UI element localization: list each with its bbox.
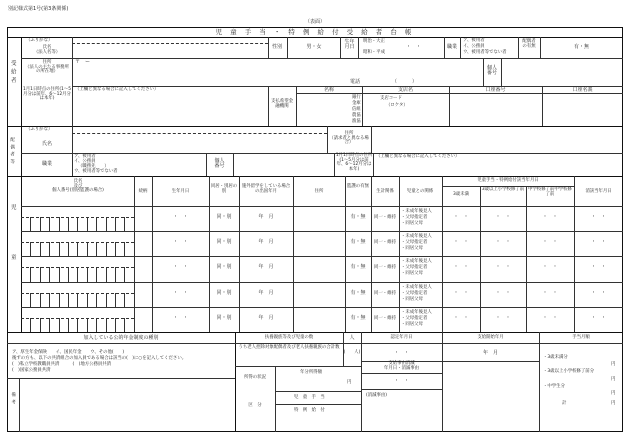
child-col-address: 住所 xyxy=(314,189,324,194)
child-cohab[interactable]: 同・別 xyxy=(216,289,232,296)
child-rel-designated[interactable]: ・父母指定者 xyxy=(401,240,428,246)
child-birth-date: ・ ・ xyxy=(172,314,188,321)
side-label: （表面） xyxy=(304,19,325,25)
spouse-address-label: 住所 （請求者と異なる場合） xyxy=(329,131,369,146)
cert-date: ・ ・ xyxy=(393,350,409,356)
amount-header: 手当月額 xyxy=(572,335,590,340)
child-livelihood[interactable]: 同一・維持 xyxy=(374,240,396,246)
occupation-option-i[interactable]: イ、公務員 xyxy=(463,44,485,49)
income-yen: 円 xyxy=(347,380,352,385)
child-number-grid-line xyxy=(59,217,60,231)
amount-yen-total: 円 xyxy=(611,401,616,406)
child-rel-designated[interactable]: ・父母指定者 xyxy=(401,265,428,271)
child-abroad-ym: 年 月 xyxy=(258,289,274,296)
bank-col-branch: 支店名 xyxy=(397,87,413,93)
seal-note: (消滅事由) xyxy=(366,393,387,398)
child-date-junior: ・ ・ xyxy=(542,264,558,271)
applicant-number-label: 個人 番号 xyxy=(486,65,497,77)
child-number-grid-line xyxy=(68,293,69,307)
child-date-age3: ・ ・ xyxy=(453,214,469,220)
child-date-age3up: ・ ・ xyxy=(495,214,511,220)
sex-value[interactable]: 男・女 xyxy=(306,44,322,50)
spouse-occ-u[interactable]: ウ、被用者等でない者 xyxy=(74,169,118,174)
child-number-grid-line xyxy=(106,242,107,256)
child-number-grid-line xyxy=(77,293,78,307)
bank-type-1[interactable]: 銀行 xyxy=(352,95,361,100)
child-number-grid-line xyxy=(30,267,31,281)
pension-options-4[interactable]: ( )国家公務員共済 xyxy=(12,368,51,373)
child-number-grid-line xyxy=(87,217,88,231)
child-birth-date: ・ ・ xyxy=(172,289,188,296)
child-col-age3: 3歳未満 xyxy=(453,192,469,197)
child-number-grid-line xyxy=(40,217,41,231)
child-row-divider xyxy=(21,282,623,283)
child-cohab[interactable]: 同・別 xyxy=(216,314,232,321)
child-number-grid-line xyxy=(59,267,60,281)
child-number-grid-line xyxy=(106,318,107,332)
child-date-age3: ・ ・ xyxy=(453,239,469,246)
child-col-school: 施外留学をしている場合の出国年月 xyxy=(241,184,291,194)
child-custody[interactable]: 有・無 xyxy=(350,289,366,296)
amount-line-2: ・3歳以上小学校修了前分 xyxy=(543,369,595,374)
child-number-grid-line xyxy=(40,242,41,256)
child-col-cohab: 同居・別居の別 xyxy=(210,184,238,194)
child-abroad-ym: 年 月 xyxy=(258,264,274,271)
bank-col-account: 口座番号 xyxy=(485,87,506,93)
child-rel-designated[interactable]: ・父母指定者 xyxy=(401,290,428,296)
child-col-livelihood: 生計関係 xyxy=(376,189,394,194)
postal-mark: 〒 ー xyxy=(75,59,91,65)
income-label: 所得の状況 xyxy=(244,375,266,380)
child-number-grid-line xyxy=(115,318,116,332)
child-rel-guardian[interactable]: ・未成年後見人 xyxy=(401,309,432,315)
child-number-grid-line xyxy=(77,318,78,332)
child-number-grid-line xyxy=(30,318,31,332)
child-date-loss: ・ ・ xyxy=(590,239,606,246)
child-number-grid-line xyxy=(124,217,125,231)
child-col-junior: 中学校修了前中学校修了前 xyxy=(528,187,572,197)
child-livelihood[interactable]: 同一・維持 xyxy=(374,215,396,220)
era-option-1[interactable]: 明治・大正 xyxy=(363,39,385,44)
child-birth-date: ・ ・ xyxy=(172,239,188,246)
child-number-grid-line xyxy=(124,318,125,332)
child-custody[interactable]: 有・無 xyxy=(350,239,366,246)
applicant-birth-date: ・ ・ xyxy=(406,44,422,50)
occupation-option-u[interactable]: ウ、被用者等でない者 xyxy=(463,50,507,55)
amount-line-1: ・3歳未満分 xyxy=(543,355,568,360)
change-header: 支給事由消滅 年月日・消滅事由 xyxy=(383,361,420,371)
bank-type-5[interactable]: 漁協 xyxy=(352,119,361,124)
child-number-grid-line xyxy=(30,293,31,307)
child-col-birth: 生年月日 xyxy=(171,189,190,194)
amount-yen-3: 円 xyxy=(611,391,616,396)
child-number-grid-line xyxy=(96,318,97,332)
branch-code: 支店コード xyxy=(380,96,402,101)
child-number-grid-line xyxy=(115,267,116,281)
children-section-label-2: 童 xyxy=(11,255,17,261)
amount-total-label: 計 xyxy=(562,401,567,406)
form-title: 児 童 手 当 ・ 特 例 給 付 受 給 者 台 帳 xyxy=(215,28,415,36)
child-custody[interactable]: 有・無 xyxy=(350,214,366,220)
pension-options-2: 後ずの方も、以下の共済組合の加入員である場合は該当の( )に○を記入してください。 xyxy=(12,356,187,361)
spouse-same-note: （上欄と異なる場合に記入してください） xyxy=(376,154,460,159)
child-date-junior: ・ ・ xyxy=(542,239,558,246)
branch-kana: （ロケタ） xyxy=(386,103,408,108)
dependents-paren: ( 人) xyxy=(343,350,361,355)
class-option-1[interactable]: 児 童 手 当 xyxy=(294,395,325,400)
child-number-grid-line xyxy=(124,267,125,281)
child-date-junior: ・ ・ xyxy=(542,314,558,321)
child-cohab[interactable]: 同・別 xyxy=(216,239,232,246)
child-number-grid-line xyxy=(124,293,125,307)
occupation-option-a[interactable]: ア、被用者 xyxy=(463,38,485,43)
applicant-furigana-label: （ふりがな） xyxy=(26,38,53,43)
child-number-grid-line xyxy=(40,318,41,332)
spouse-name-label: 氏名 xyxy=(41,141,52,147)
child-abroad-ym: 年 月 xyxy=(258,239,274,246)
child-number-grid-line xyxy=(77,267,78,281)
child-abroad-ym: 年 月 xyxy=(258,314,274,321)
bank-type-2[interactable]: 金庫 xyxy=(352,101,361,106)
child-date-age3: ・ ・ xyxy=(453,264,469,271)
child-rel-designated[interactable]: ・父母指定者 xyxy=(401,315,428,321)
change-date: ・ ・ xyxy=(393,378,409,384)
child-row-divider xyxy=(21,256,623,257)
dependents-sub: うち老人控除対象配偶者及び老人扶養親族の合計数 xyxy=(238,345,340,350)
child-col-relation2: 児童との関係 xyxy=(406,189,434,194)
spouse-occ-workplace[interactable]: （職務先 ） xyxy=(78,164,109,169)
child-livelihood[interactable]: 同一・維持 xyxy=(374,315,396,321)
pay-start-ym: 年 月 xyxy=(482,350,498,356)
child-col-relation: 続柄 xyxy=(138,189,148,194)
child-number-grid-line xyxy=(40,267,41,281)
child-date-loss: ・ ・ xyxy=(590,214,606,220)
child-date-junior: ・ ・ xyxy=(542,214,558,220)
applicant-name-label: 氏名 （法人名等） xyxy=(33,45,61,55)
child-number-grid-line xyxy=(49,217,50,231)
child-birth-date: ・ ・ xyxy=(172,214,188,220)
child-number-grid-line xyxy=(115,242,116,256)
child-row-divider xyxy=(21,231,623,232)
child-birth-date: ・ ・ xyxy=(172,264,188,271)
child-number-grid-line xyxy=(87,242,88,256)
child-number-grid-line xyxy=(49,293,50,307)
spouse-furigana-label: （ふりがな） xyxy=(26,127,53,132)
phone-label: 電話 xyxy=(350,79,361,85)
child-rel-guardian[interactable]: ・未成年後見人 xyxy=(401,284,432,290)
child-number-grid-line xyxy=(30,217,31,231)
child-rel-parent[interactable]: ・同居父母 xyxy=(401,221,423,226)
applicant-section-label: 受給者 xyxy=(9,60,16,86)
child-livelihood[interactable]: 同一・維持 xyxy=(374,290,396,296)
children-section-label-1: 児 xyxy=(11,205,17,211)
child-number-grid-line xyxy=(106,267,107,281)
child-date-age3up: ・ ・ xyxy=(495,289,511,296)
child-col-start-group: 児童手当・特例給付該当年月日 xyxy=(477,178,539,183)
child-number-grid-line xyxy=(124,242,125,256)
child-number-grid-line xyxy=(87,267,88,281)
note-label: 備考 xyxy=(10,392,16,407)
applicant-jan-label: 1月1日時点の住所(1～5月分は前年、6～12月分は本年) xyxy=(23,87,72,102)
spouse-number-label: 個人 番号 xyxy=(214,158,225,170)
child-number-grid-line xyxy=(49,318,50,332)
child-number-grid-line xyxy=(115,293,116,307)
child-number-grid-line xyxy=(49,242,50,256)
spouse-section-label: 配偶者等 xyxy=(9,137,15,167)
child-number-grid-line xyxy=(59,242,60,256)
amount-yen-2: 円 xyxy=(611,377,616,382)
spouse-occ-a[interactable]: ア、被用者 xyxy=(74,154,96,159)
child-rel-parent[interactable]: ・同居父母 xyxy=(401,246,423,252)
child-col-loss: 消該当年月日 xyxy=(585,189,612,194)
child-row-divider xyxy=(21,307,623,308)
applicant-same-note: （上欄と異なる場合に記入してください） xyxy=(75,87,159,92)
child-number-grid-line xyxy=(59,318,60,332)
child-number-grid-line xyxy=(115,217,116,231)
bank-type-4[interactable]: 農協 xyxy=(352,113,361,118)
pension-options-1[interactable]: ア、厚生年金保険 イ、国民年金 ウ、その他( ) xyxy=(12,350,125,355)
child-rel-parent[interactable]: ・同居父母 xyxy=(401,271,423,277)
birth-label: 生年 月日 xyxy=(344,39,355,51)
child-custody[interactable]: 有・無 xyxy=(350,264,366,271)
occupation-label: 職業 xyxy=(446,44,457,50)
child-number-grid-line xyxy=(96,267,97,281)
child-cohab[interactable]: 同・別 xyxy=(216,264,232,271)
child-number-grid-line xyxy=(40,293,41,307)
child-number-grid-line xyxy=(68,217,69,231)
child-date-loss: ・ ・ xyxy=(590,264,606,271)
child-custody[interactable]: 有・無 xyxy=(350,314,366,321)
child-number-grid-line xyxy=(96,242,97,256)
child-date-junior: ・ ・ xyxy=(542,289,558,296)
child-date-age3up: ・ ・ xyxy=(495,314,511,321)
child-rel-guardian[interactable]: ・未成年後見人 xyxy=(401,259,432,265)
pay-start-header: 支給開始年月 xyxy=(477,335,504,340)
form-number: 別記様式第1号(第3条関係) xyxy=(8,6,69,12)
child-number-grid-line xyxy=(68,242,69,256)
child-number-grid-line xyxy=(68,267,69,281)
bank-col-name: 名称 xyxy=(323,87,334,93)
income-year: 年分所得額 xyxy=(300,370,322,375)
class-option-2[interactable]: 特 例 給 付 xyxy=(294,408,325,413)
child-date-loss: ・ ・ xyxy=(590,289,606,296)
class-label: 区 分 xyxy=(248,403,262,408)
child-rel-guardian[interactable]: ・未成年後見人 xyxy=(401,209,432,214)
cert-header: 認定年月日 xyxy=(390,335,413,340)
applicant-address-label: 住所 （法人の主たる事務所の所在地） xyxy=(25,60,69,75)
child-number-grid-line xyxy=(77,217,78,231)
child-rel-parent[interactable]: ・同居父母 xyxy=(401,321,423,327)
dependents-unit: 人 xyxy=(349,335,355,341)
bank-col-holder: 口座名義 xyxy=(572,87,593,93)
child-rel-guardian[interactable]: ・未成年後見人 xyxy=(401,234,432,240)
phone-parens: （ ） xyxy=(392,79,418,85)
child-number-grid-line xyxy=(77,242,78,256)
spouse-presence-value[interactable]: 有・無 xyxy=(573,44,589,50)
child-rel-designated[interactable]: ・父母指定者 xyxy=(401,215,428,220)
sex-label: 性別 xyxy=(271,44,282,50)
child-date-age3: ・ ・ xyxy=(453,314,469,321)
bank-header: 支払希望金融機関 xyxy=(271,99,293,109)
child-col-name: 氏名 及び 個人番号(別居監護の場合) xyxy=(52,179,104,194)
child-number-grid-line xyxy=(49,267,50,281)
child-date-age3up: ・ ・ xyxy=(495,264,511,271)
amount-line-3: ・中学生分 xyxy=(543,384,565,389)
era-option-2[interactable]: 昭和・平成 xyxy=(363,50,385,55)
amount-yen-1: 円 xyxy=(611,362,616,367)
child-number-grid-line xyxy=(30,242,31,256)
spouse-jan-label: 1月1日時点の住所(1～5月分は前年、6～12月分は本年) xyxy=(335,153,373,172)
spouse-occ-i[interactable]: イ、公務員 xyxy=(74,159,96,164)
child-col-age3up: 3歳以上小学校修了前 xyxy=(481,187,525,192)
spouse-presence-label: 配偶者 の有無 xyxy=(522,39,536,49)
spouse-occupation-label: 職業 xyxy=(41,161,52,167)
child-rel-parent[interactable]: ・同居父母 xyxy=(401,296,423,302)
child-number-grid-line xyxy=(59,293,60,307)
child-number-grid-line xyxy=(87,318,88,332)
child-date-age3: ・ ・ xyxy=(453,289,469,296)
pension-header: 加入している公的年金制度の種別 xyxy=(83,335,159,341)
child-number-grid-line xyxy=(106,293,107,307)
child-date-age3up: ・ ・ xyxy=(495,239,511,246)
child-number-grid-line xyxy=(96,293,97,307)
pension-options-3[interactable]: ( )私立学校教職員共済 ( )地方公務員共済 xyxy=(12,362,112,367)
bank-type-3[interactable]: 信組 xyxy=(352,107,361,112)
child-number-grid-line xyxy=(87,293,88,307)
child-number-grid-line xyxy=(96,217,97,231)
child-number-grid-line xyxy=(68,318,69,332)
child-cohab[interactable]: 同・別 xyxy=(216,214,232,220)
child-number-grid-line xyxy=(106,217,107,231)
child-livelihood[interactable]: 同一・維持 xyxy=(374,265,396,271)
child-abroad-ym: 年 月 xyxy=(258,214,274,220)
child-col-custody: 監護の有無 xyxy=(347,184,369,189)
child-date-loss: ・ ・ xyxy=(590,314,606,321)
dependents-header: 扶養親族等及び児童の数 xyxy=(264,335,314,340)
